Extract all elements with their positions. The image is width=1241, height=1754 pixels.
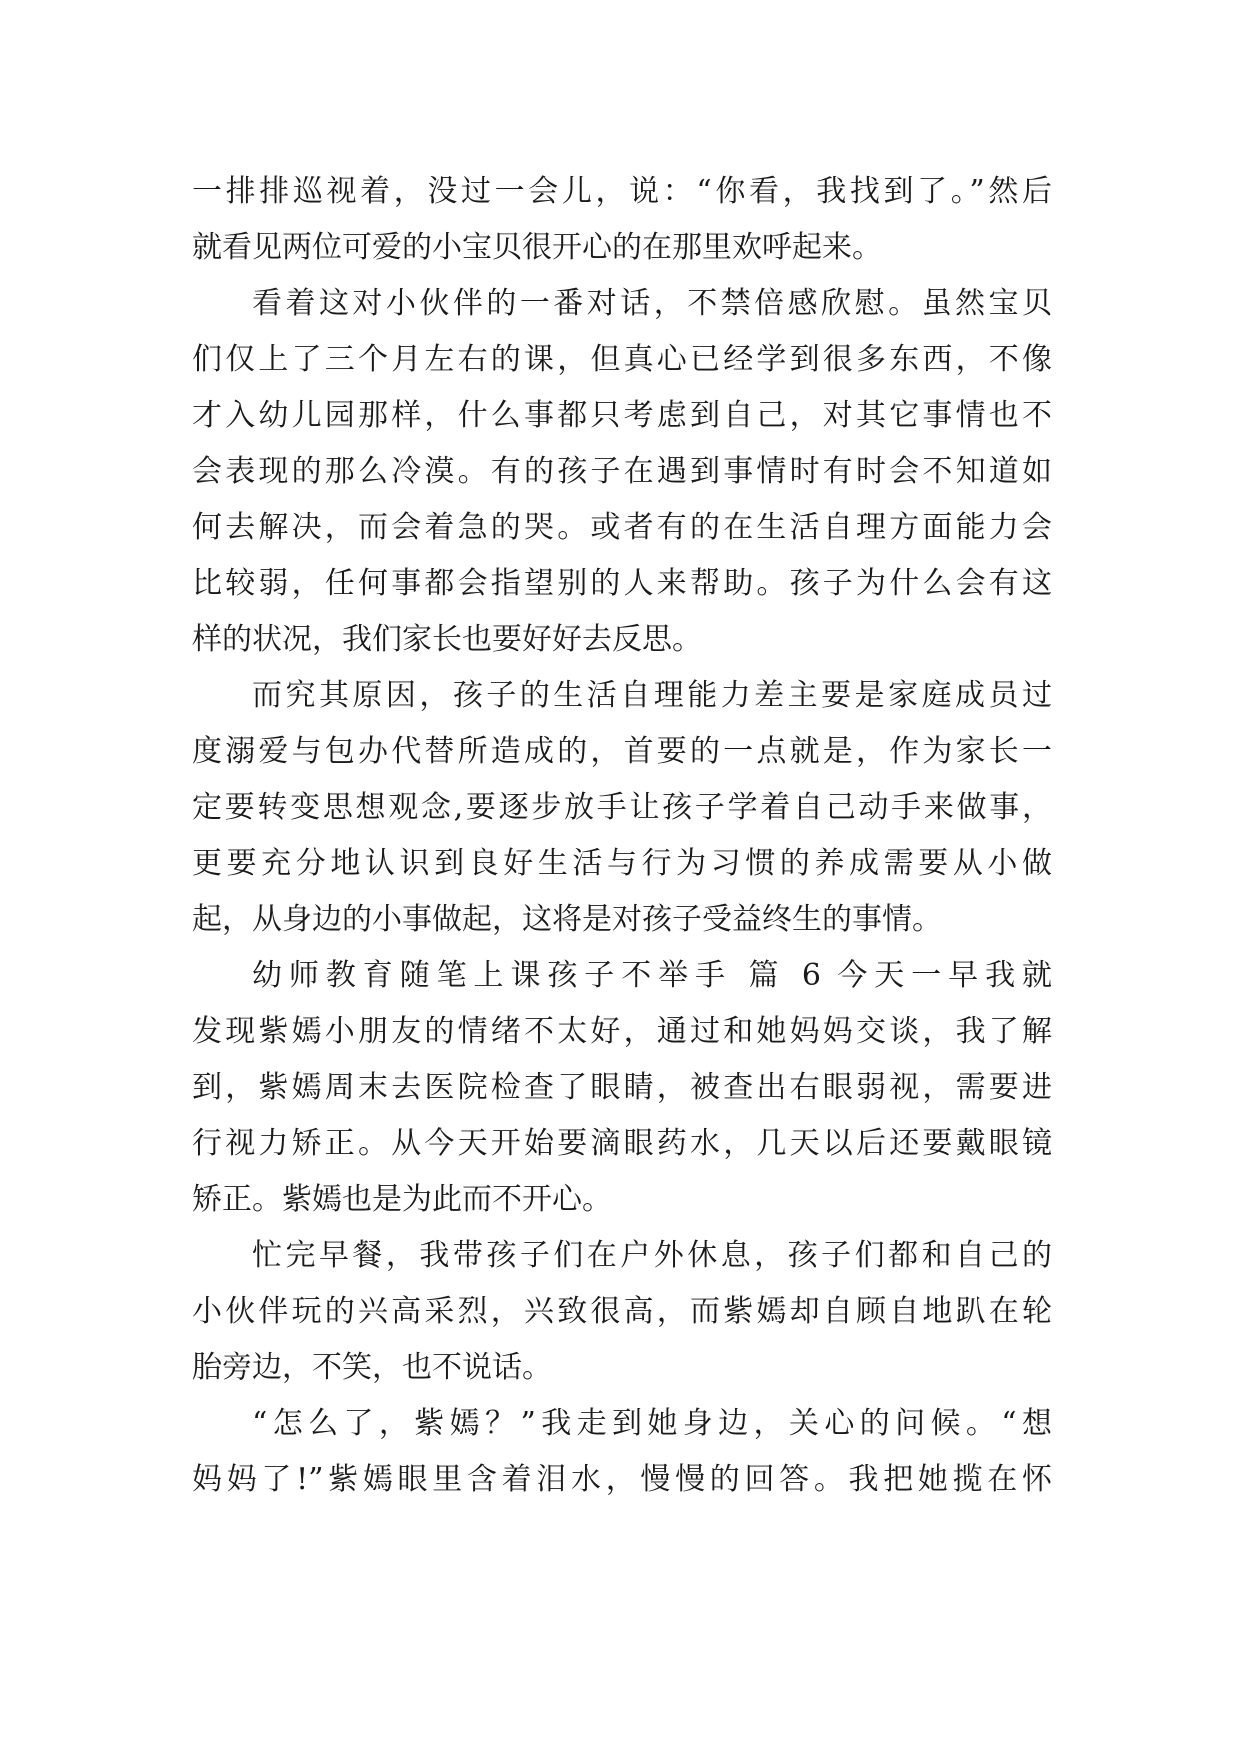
body-text <box>192 164 1052 1508</box>
text-line: 妈妈了!”紫嫣眼里含着泪水，慢慢的回答。我把她揽在怀 <box>192 1462 1052 1497</box>
text-line: 胎旁边，不笑，也不说话。 <box>192 1350 552 1385</box>
text-line: 一排排巡视着，没过一会儿，说：“你看，我找到了。”然后 <box>192 174 1052 209</box>
text-line: 才入幼儿园那样，什么事都只考虑到自己，对其它事情也不 <box>192 398 1052 433</box>
text-line: 发现紫嫣小朋友的情绪不太好，通过和她妈妈交谈，我了解 <box>192 1014 1052 1049</box>
text-line: 而究其原因，孩子的生活自理能力差主要是家庭成员过 <box>252 678 1052 713</box>
text-line: “怎么了，紫嫣？”我走到她身边，关心的问候。“想 <box>252 1406 1052 1441</box>
text-line: 会表现的那么冷漠。有的孩子在遇到事情时有时会不知道如 <box>192 454 1052 489</box>
text-line: 们仅上了三个月左右的课，但真心已经学到很多东西，不像 <box>192 342 1052 377</box>
text-line: 矫正。紫嫣也是为此而不开心。 <box>192 1182 612 1217</box>
text-line: 到，紫嫣周末去医院检查了眼睛，被查出右眼弱视，需要进 <box>192 1070 1052 1105</box>
text-line: 就看见两位可爱的小宝贝很开心的在那里欢呼起来。 <box>192 230 882 265</box>
text-line: 比较弱，任何事都会指望别的人来帮助。孩子为什么会有这 <box>192 566 1052 601</box>
text-line: 忙完早餐，我带孩子们在户外休息，孩子们都和自己的 <box>252 1238 1052 1273</box>
text-line: 小伙伴玩的兴高采烈，兴致很高，而紫嫣却自顾自地趴在轮 <box>192 1294 1052 1329</box>
text-line: 更要充分地认识到良好生活与行为习惯的养成需要从小做 <box>192 846 1052 881</box>
text-line: 度溺爱与包办代替所造成的，首要的一点就是，作为家长一 <box>192 734 1052 769</box>
text-line: 幼师教育随笔上课孩子不举手 篇 6 今天一早我就 <box>252 958 1052 993</box>
text-line: 定要转变思想观念,要逐步放手让孩子学着自己动手来做事， <box>192 790 1052 825</box>
text-line: 看着这对小伙伴的一番对话，不禁倍感欣慰。虽然宝贝 <box>252 286 1052 321</box>
text-line: 样的状况，我们家长也要好好去反思。 <box>192 622 702 657</box>
text-line: 起，从身边的小事做起，这将是对孩子受益终生的事情。 <box>192 902 942 937</box>
text-line: 何去解决，而会着急的哭。或者有的在生活自理方面能力会 <box>192 510 1052 545</box>
text-line: 行视力矫正。从今天开始要滴眼药水，几天以后还要戴眼镜 <box>192 1126 1052 1161</box>
